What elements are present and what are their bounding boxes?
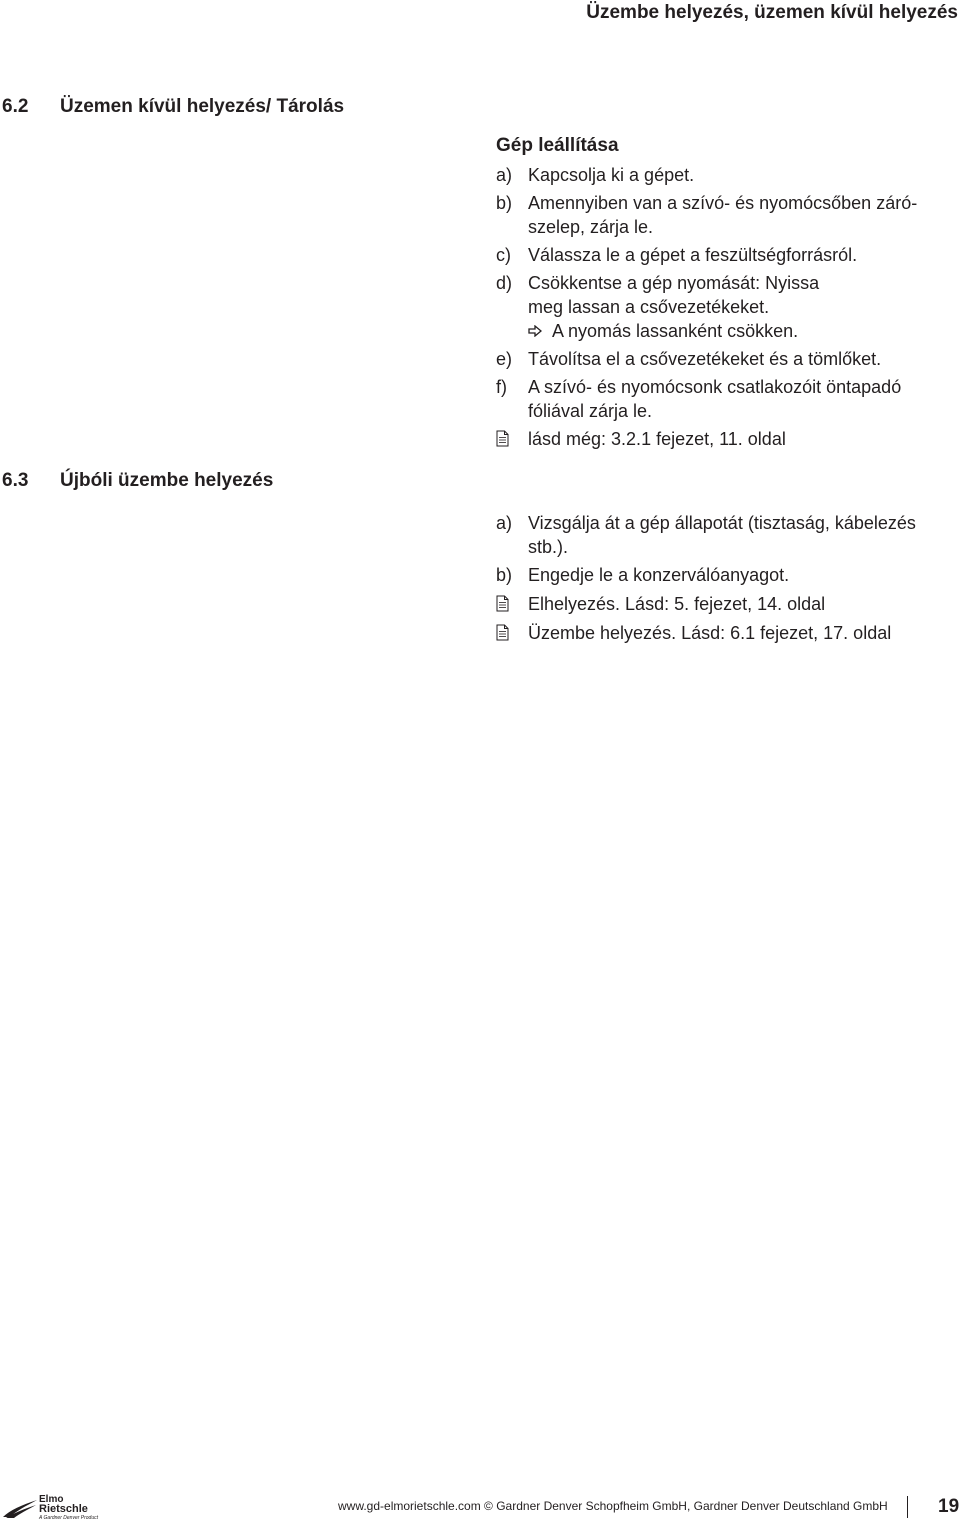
step-text: A szívó- és nyomócsonk csatlakozóit öntapadó fóliával zárja le. [528,377,902,421]
document-icon [496,427,528,451]
document-icon [496,592,528,616]
reference-item [496,592,956,616]
step-text: Amennyiben van a szívó- és nyomócsőben záró-szelep, zárja le. [528,193,918,237]
step-result [496,319,956,343]
step-marker: c) [496,245,511,265]
list-item [496,191,956,239]
step-text: Válassza le a gépet a feszültségforrásról. [528,245,858,265]
step-marker: a) [496,165,513,185]
list-item [496,511,956,559]
logo-line-1: Elmo [39,1494,64,1505]
section-6-3-steps [496,511,956,645]
step-text: Engedje le a konzerválóanyagot. [528,565,790,585]
section-title: Üzemen kívül helyezés/ Tárolás [60,96,345,117]
list-item [496,563,956,587]
list-item [496,163,956,187]
step-text: Vizsgálja át a gép állapotát (tisztaság, kábelezés stb.). [528,513,916,557]
reference-text: lásd még: 3.2.1 fejezet, 11. oldal [528,429,786,449]
step-text: Távolítsa el a csővezetékeket és a tömlőket. [528,349,882,369]
step-marker: b) [496,193,513,213]
subheading-stop-machine: Gép leállítása [496,135,619,156]
list-item [496,347,956,371]
company-logo [2,1493,102,1521]
logo-tagline: A Gardner Denver Product [39,1515,99,1521]
list-item [496,243,956,267]
reference-item [496,621,956,645]
step-text: Csökkentse a gép nyomását: Nyissa meg lassan a csővezetékeket. [528,273,820,317]
step-marker: f) [496,377,507,397]
step-marker: e) [496,349,513,369]
list-item [496,375,956,423]
section-6-2-steps [496,163,956,451]
step-marker: b) [496,565,513,585]
logo-swoosh-icon [2,1496,38,1520]
reference-text: Elhelyezés. Lásd: 5. fejezet, 14. oldal [528,594,826,614]
arrow-right-icon [528,319,552,343]
document-icon [496,621,528,645]
section-number: 6.3 [2,470,29,491]
step-marker: d) [496,273,513,293]
footer-copyright: www.gd-elmorietschle.com © Gardner Denver Schopfheim GmbH, Gardner Denver Deutschland GmbH [338,1499,888,1513]
reference-item [496,427,956,451]
section-number: 6.2 [2,96,29,117]
section-heading-6-3 [2,470,273,492]
page-number: 19 [938,1496,960,1517]
step-text: Kapcsolja ki a gépet. [528,165,695,185]
footer-divider [907,1496,908,1518]
logo-line-2: Rietschle [39,1503,88,1515]
step-marker: a) [496,513,513,533]
reference-text: Üzembe helyezés. Lásd: 6.1 fejezet, 17. oldal [528,623,892,643]
section-title: Újbóli üzembe helyezés [60,470,274,491]
section-heading-6-2 [2,96,344,118]
list-item [496,271,956,319]
page-header-title: Üzembe helyezés, üzemen kívül helyezés [586,2,958,23]
result-text: A nyomás lassanként csökken. [552,321,799,341]
